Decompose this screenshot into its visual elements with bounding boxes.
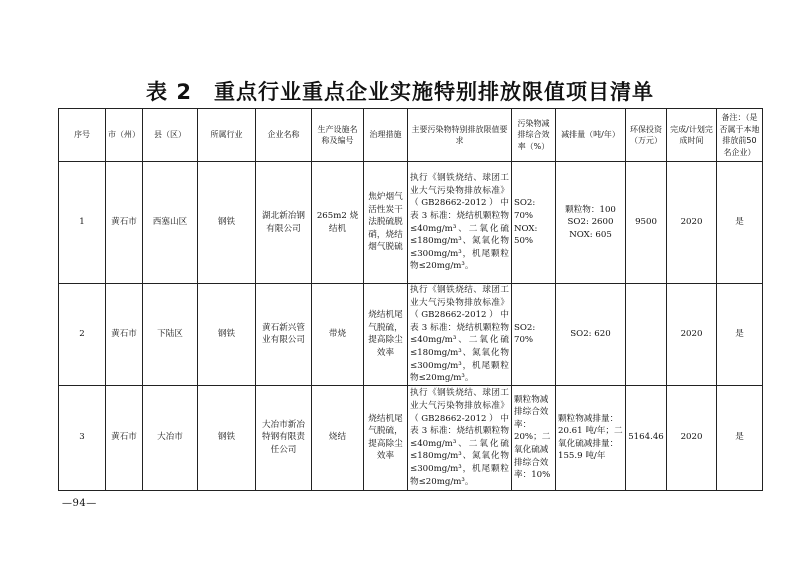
page-number: —94—: [62, 498, 97, 509]
cell-time: 2020: [667, 385, 717, 490]
cell-no: 2: [59, 284, 106, 386]
cell-industry: 钢铁: [198, 162, 256, 284]
table-row: [59, 284, 763, 386]
table-title: 重点行业重点企业实施特别排放限值项目清单: [213, 80, 654, 104]
cell-industry: 钢铁: [198, 385, 256, 490]
cell-measure: 焦炉烟气活性炭干法脱硫脱硝，烧结烟气脱硫: [364, 162, 408, 284]
cell-county: 大冶市: [143, 385, 198, 490]
header-cell: 完成/计划完成时间: [667, 109, 717, 162]
cell-limit: 执行《钢铁烧结、球团工业大气污染物排放标准》（GB28662-2012）中表 3 标准：烧结机颗粒物≤40mg/m³、二氧化硫≤180mg/m³、氮氧化物≤300mg/m³，机尾颗粒物≤20mg/m³。: [408, 284, 512, 386]
cell-top50: 是: [717, 162, 763, 284]
header-cell: 环保投资（万元）: [626, 109, 667, 162]
cell-facility: 265m2 烧结机: [312, 162, 364, 284]
cell-facility: 烧结: [312, 385, 364, 490]
header-row: [59, 109, 763, 162]
cell-city: 黄石市: [106, 385, 143, 490]
cell-measure: 烧结机尾气脱硫，提高除尘效率: [364, 385, 408, 490]
table-row: [59, 162, 763, 284]
cell-investment: 5164.46: [626, 385, 667, 490]
cell-industry: 钢铁: [198, 284, 256, 386]
cell-top50: 是: [717, 284, 763, 386]
cell-no: 1: [59, 162, 106, 284]
cell-efficiency: 颗粒物减排综合效率：20%；二氧化硫减排综合效率：10%: [512, 385, 556, 490]
cell-company: 湖北新冶钢有限公司: [256, 162, 312, 284]
header-cell: 生产设施名称及编号: [312, 109, 364, 162]
page-title: [0, 76, 800, 106]
cell-no: 3: [59, 385, 106, 490]
cell-reduction: 颗粒物减排量：20.61 吨/年；二氧化硫减排量：155.9 吨/年: [556, 385, 626, 490]
header-cell: 市（州）: [106, 109, 143, 162]
header-cell: 县（区）: [143, 109, 198, 162]
cell-time: 2020: [667, 162, 717, 284]
header-cell: 污染物减排综合效率（%）: [512, 109, 556, 162]
header-cell: 所属行业: [198, 109, 256, 162]
project-table: [58, 108, 763, 491]
table-row: [59, 385, 763, 490]
cell-efficiency: SO2: 70% NOX: 50%: [512, 162, 556, 284]
cell-city: 黄石市: [106, 162, 143, 284]
header-cell: 序号: [59, 109, 106, 162]
cell-facility: 带烧: [312, 284, 364, 386]
cell-investment: 9500: [626, 162, 667, 284]
cell-reduction: 颗粒物：100 SO2: 2600 NOX: 605: [556, 162, 626, 284]
table-number: 表 2: [146, 80, 192, 104]
header-cell: 减排量（吨/年）: [556, 109, 626, 162]
cell-investment: [626, 284, 667, 386]
cell-company: 黄石新兴管业有限公司: [256, 284, 312, 386]
cell-company: 大冶市新冶特钢有限责任公司: [256, 385, 312, 490]
cell-efficiency: SO2: 70%: [512, 284, 556, 386]
cell-county: 西塞山区: [143, 162, 198, 284]
cell-top50: 是: [717, 385, 763, 490]
header-cell: 备注：（是否属于本地排放前50名企业）: [717, 109, 763, 162]
cell-limit: 执行《钢铁烧结、球团工业大气污染物排放标准》（GB28662-2012）中表 3 标准：烧结机颗粒物≤40mg/m³、二氧化硫≤180mg/m³、氮氧化物≤300mg/m³，机尾颗粒物≤20mg/m³。: [408, 385, 512, 490]
header-cell: 治理措施: [364, 109, 408, 162]
cell-reduction: SO2: 620: [556, 284, 626, 386]
cell-county: 下陆区: [143, 284, 198, 386]
cell-city: 黄石市: [106, 284, 143, 386]
header-cell: 企业名称: [256, 109, 312, 162]
cell-limit: 执行《钢铁烧结、球团工业大气污染物排放标准》（GB28662-2012）中表 3 标准：烧结机颗粒物≤40mg/m³、二氧化硫≤180mg/m³、氮氧化物≤300mg/m³，机尾颗粒物≤20mg/m³。: [408, 162, 512, 284]
cell-time: 2020: [667, 284, 717, 386]
cell-measure: 烧结机尾气脱硫，提高除尘效率: [364, 284, 408, 386]
header-cell: 主要污染物特别排放限值要求: [408, 109, 512, 162]
